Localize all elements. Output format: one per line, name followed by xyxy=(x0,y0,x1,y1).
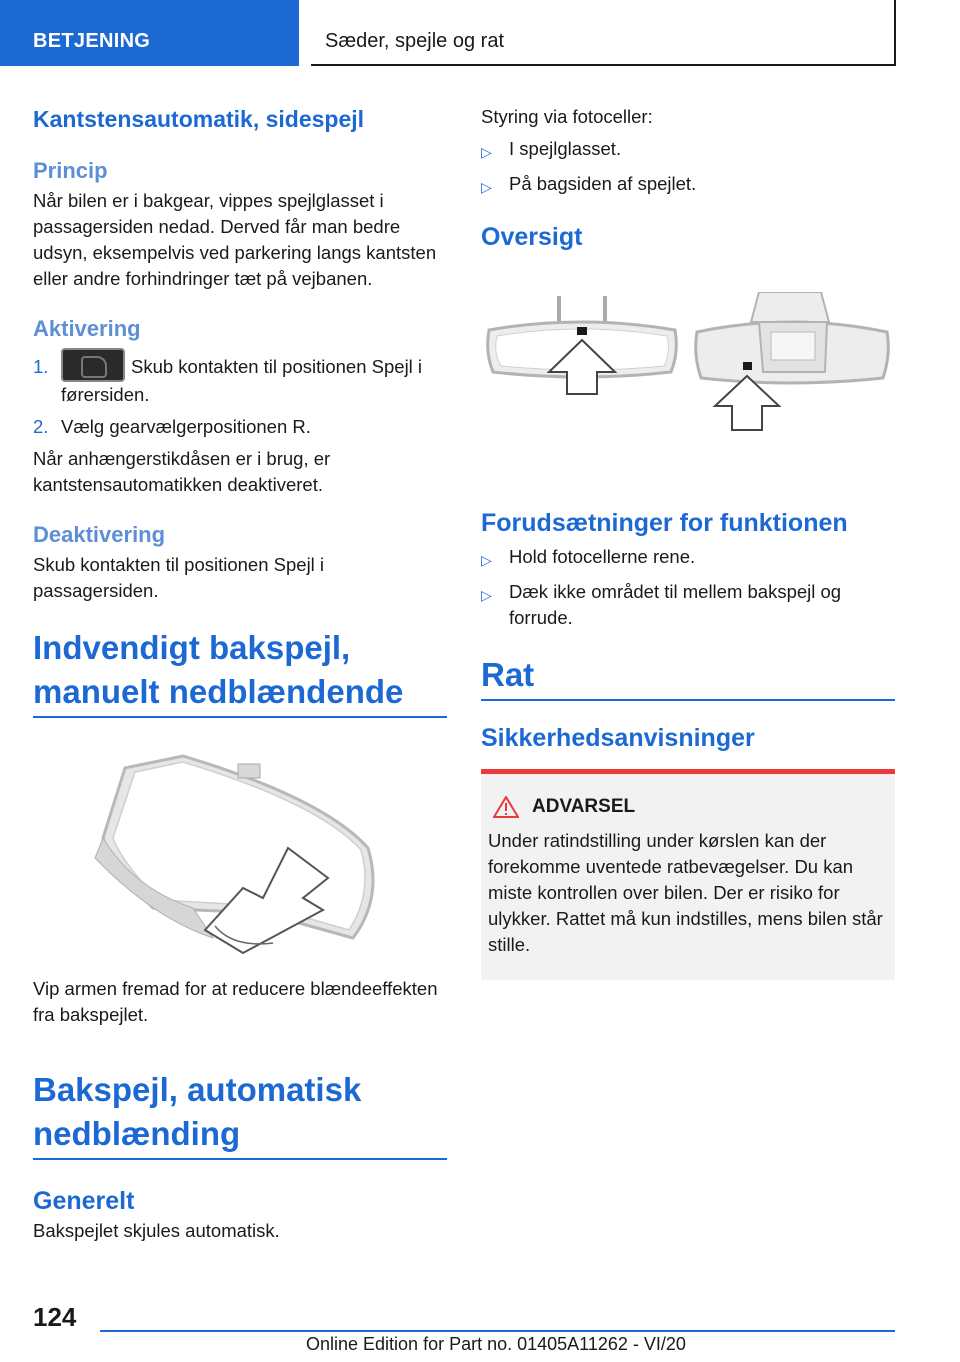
text-deaktivering: Skub kontakten til positionen Spejl i passagersiden. xyxy=(33,554,325,602)
text-trailer: Når anhængerstikdåsen er i brug, er kantstensautomatikken deaktiveret. xyxy=(33,448,331,496)
heading-rat: Rat xyxy=(481,653,895,701)
list-item-styring-1: ▷ I spejlglasset. xyxy=(481,136,895,165)
footer-edition: Online Edition for Part no. 01405A11262 - VI/20 xyxy=(306,1334,686,1354)
triangle-bullet-icon: ▷ xyxy=(481,179,492,195)
photocell-overview-illustration xyxy=(481,292,895,442)
heading-deaktivering: Deaktivering xyxy=(33,522,166,548)
heading-sikkerhed: Sikkerhedsanvisninger xyxy=(481,724,755,752)
heading-generelt: Generelt xyxy=(33,1187,135,1216)
text-vip: Vip armen fremad for at reducere blændeeffekten fra bakspejlet. xyxy=(33,978,438,1026)
triangle-bullet-icon: ▷ xyxy=(481,552,492,568)
list-item-forud-1: ▷ Hold fotocellerne rene. xyxy=(481,544,895,573)
warning-text: Under ratindstilling under kørslen kan der forekomme uventede ratbevægelser. Du kan miste kontrollen over bilen. Der er risiko for ulykker. Rattet må kun indstilles, mens bilen står stille. xyxy=(488,830,883,955)
heading-aktivering: Aktivering xyxy=(33,316,141,341)
manual-mirror-illustration xyxy=(33,748,447,968)
right-column xyxy=(481,100,895,980)
heading-princip: Princip xyxy=(33,158,108,183)
text-generelt: Bakspejlet skjules automatisk. xyxy=(33,1220,280,1242)
heading-auto-dimming: Bakspejl, automatisk nedblænding xyxy=(33,1068,447,1160)
page-number: 124 xyxy=(33,1302,77,1332)
page-header xyxy=(0,0,960,66)
warning-title: ADVARSEL xyxy=(488,796,887,818)
text-princip: Når bilen er i bakgear, vippes spejlglasset i passagersiden nedad. Derved får man bedre udsyn, eksempelvis ved parkering langs kantsten eller andre forhindringer tæt på vejbanen. xyxy=(33,190,437,289)
text-styring: Styring via fotoceller: xyxy=(481,106,653,127)
triangle-bullet-icon: ▷ xyxy=(481,144,492,160)
heading-interior-mirror: Indvendigt bakspejl, manuelt nedblændende xyxy=(33,626,447,718)
list-item-step1: 1. Skub kontakten til positionen Spejl i førersiden. xyxy=(33,354,447,408)
mirror-switch-icon xyxy=(61,348,125,382)
warning-triangle-icon xyxy=(493,796,519,818)
list-item-forud-2: ▷ Dæk ikke området til mellem bakspejl og forrude. xyxy=(481,579,895,631)
heading-forudsaetninger: Forudsætninger for funktionen xyxy=(481,509,848,537)
list-item-styring-2: ▷ På bagsiden af spejlet. xyxy=(481,171,895,200)
list-item-step2: 2. Vælg gearvælgerpositionen R. xyxy=(33,416,311,438)
heading-oversigt: Oversigt xyxy=(481,223,583,251)
section-tab: BETJENING xyxy=(0,0,299,66)
triangle-bullet-icon: ▷ xyxy=(481,587,492,603)
chapter-title: Sæder, spejle og rat xyxy=(311,0,896,66)
footer-rule xyxy=(100,1330,895,1332)
left-column xyxy=(33,100,447,1244)
heading-curb-mirror: Kantstensautomatik, sidespejl xyxy=(33,106,365,132)
warning-box xyxy=(481,769,895,980)
